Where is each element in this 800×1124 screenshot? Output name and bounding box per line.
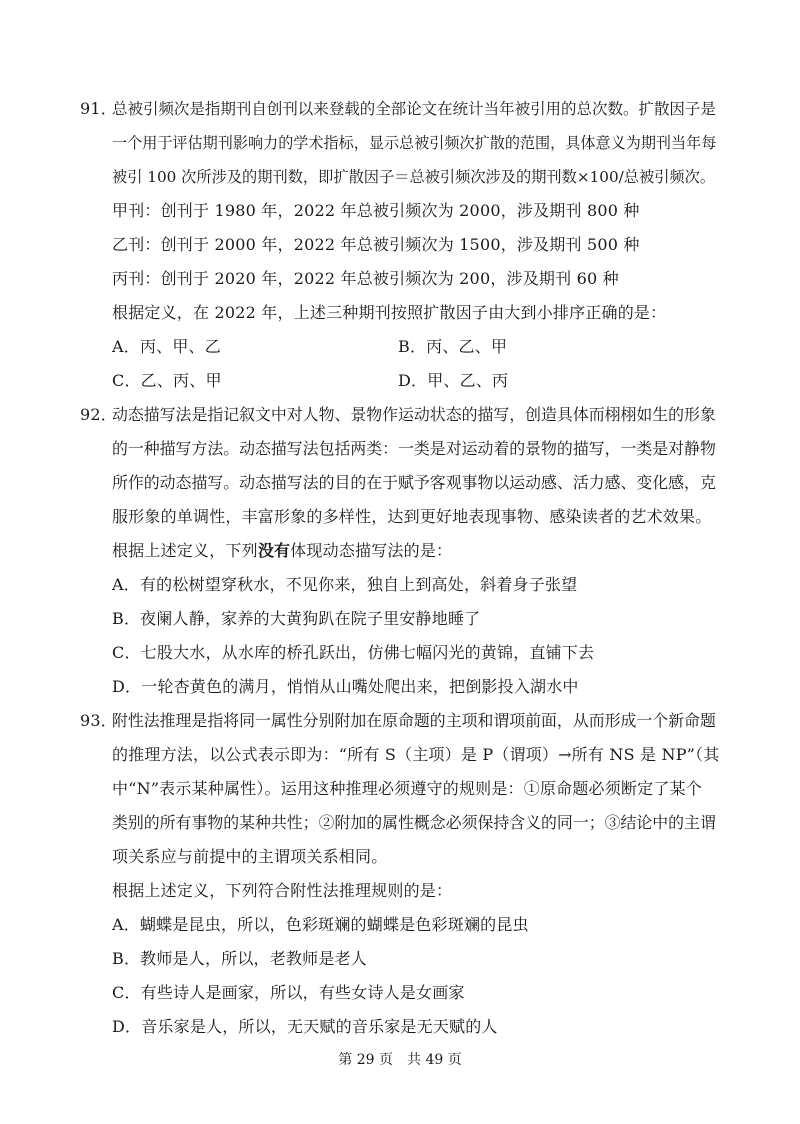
question-text-line: 甲刊：创刊于 1980 年，2022 年总被引频次为 2000，涉及期刊 800 种 [112, 201, 640, 220]
prompt-text: 体现动态描写法的是： [290, 541, 453, 560]
option-b[interactable]: B．教师是人，所以，老教师是老人 [112, 949, 367, 968]
question-text-line: 的推理方法，以公式表示即为：“所有 S（主项）是 P（谓项）→所有 NS 是 NP”（其 [112, 745, 720, 764]
page-footer: 第 29 页 共 49 页 [338, 1052, 462, 1068]
prompt-text: 根据上述定义，下列 [112, 541, 258, 560]
question-text-line: 被引 100 次所涉及的期刊数，即扩散因子＝总被引频次涉及的期刊数×100/总被引频次。 [112, 168, 716, 186]
question-prompt [112, 540, 452, 562]
option-d[interactable]: D．一轮杏黄色的满月，悄悄从山嘴处爬出来，把倒影投入湖水中 [112, 677, 579, 696]
question-text-line: 中“N”表示某种属性）。运用这种推理必须遵守的规则是：①原命题必须断定了某个 [112, 779, 702, 798]
question-number: 93． [80, 711, 117, 730]
option-c[interactable]: C．七股大水，从水库的桥孔跃出，仿佛七幅闪光的黄锦，直铺下去 [112, 643, 595, 662]
option-d[interactable]: D．音乐家是人，所以，无天赋的音乐家是无天赋的人 [112, 1017, 498, 1036]
option-a[interactable]: A．丙、甲、乙 [112, 337, 221, 356]
option-d[interactable]: D．甲、乙、丙 [398, 371, 509, 390]
question-text-line: 的一种描写方法。动态描写法包括两类：一类是对运动着的景物的描写，一类是对静物 [112, 439, 716, 458]
option-b[interactable]: B．丙、乙、甲 [398, 337, 508, 356]
question-text-line: 附性法推理是指将同一属性分别附加在原命题的主项和谓项前面，从而形成一个新命题 [112, 711, 716, 730]
question-text-line: 服形象的单调性，丰富形象的多样性，达到更好地表现事物、感染读者的艺术效果。 [112, 507, 712, 526]
option-c[interactable]: C．有些诗人是画家，所以，有些女诗人是女画家 [112, 983, 465, 1002]
question-text-line: 总被引频次是指期刊自创刊以来登载的全部论文在统计当年被引用的总次数。扩散因子是 [112, 100, 716, 118]
option-a[interactable]: A．有的松树望穿秋水，不见你来，独自上到高处，斜着身子张望 [112, 575, 578, 594]
option-b[interactable]: B．夜阑人静，家养的大黄狗趴在院子里安静地睡了 [112, 609, 481, 628]
question-text-line: 丙刊：创刊于 2020 年，2022 年总被引频次为 200，涉及期刊 60 种 [112, 269, 619, 288]
question-number: 91． [80, 99, 117, 118]
question-text-line: 项关系应与前提中的主谓项关系相同。 [112, 847, 388, 866]
question-prompt: 根据上述定义，下列符合附性法推理规则的是： [112, 881, 453, 900]
question-text-line: 类别的所有事物的某种共性；②附加的属性概念必须保持含义的同一；③结论中的主谓 [112, 813, 716, 832]
question-text-line: 动态描写法是指记叙文中对人物、景物作运动状态的描写，创造具体而栩栩如生的形象 [112, 405, 716, 424]
question-number: 92． [80, 405, 117, 424]
question-text-line: 乙刊：创刊于 2000 年，2022 年总被引频次为 1500，涉及期刊 500 种 [112, 235, 640, 254]
question-prompt: 根据定义，在 2022 年，上述三种期刊按照扩散因子由大到小排序正确的是： [112, 303, 667, 322]
prompt-emphasis: 没有 [257, 541, 291, 560]
option-a[interactable]: A．蝴蝶是昆虫，所以，色彩斑斓的蝴蝶是色彩斑斓的昆虫 [112, 915, 529, 934]
question-text-line: 所作的动态描写。动态描写法的目的在于赋予客观事物以运动感、活力感、变化感，克 [112, 473, 716, 492]
question-text-line: 一个用于评估期刊影响力的学术指标，显示总被引频次扩散的范围，具体意义为期刊当年每 [112, 134, 717, 152]
option-c[interactable]: C．乙、丙、甲 [112, 371, 222, 390]
